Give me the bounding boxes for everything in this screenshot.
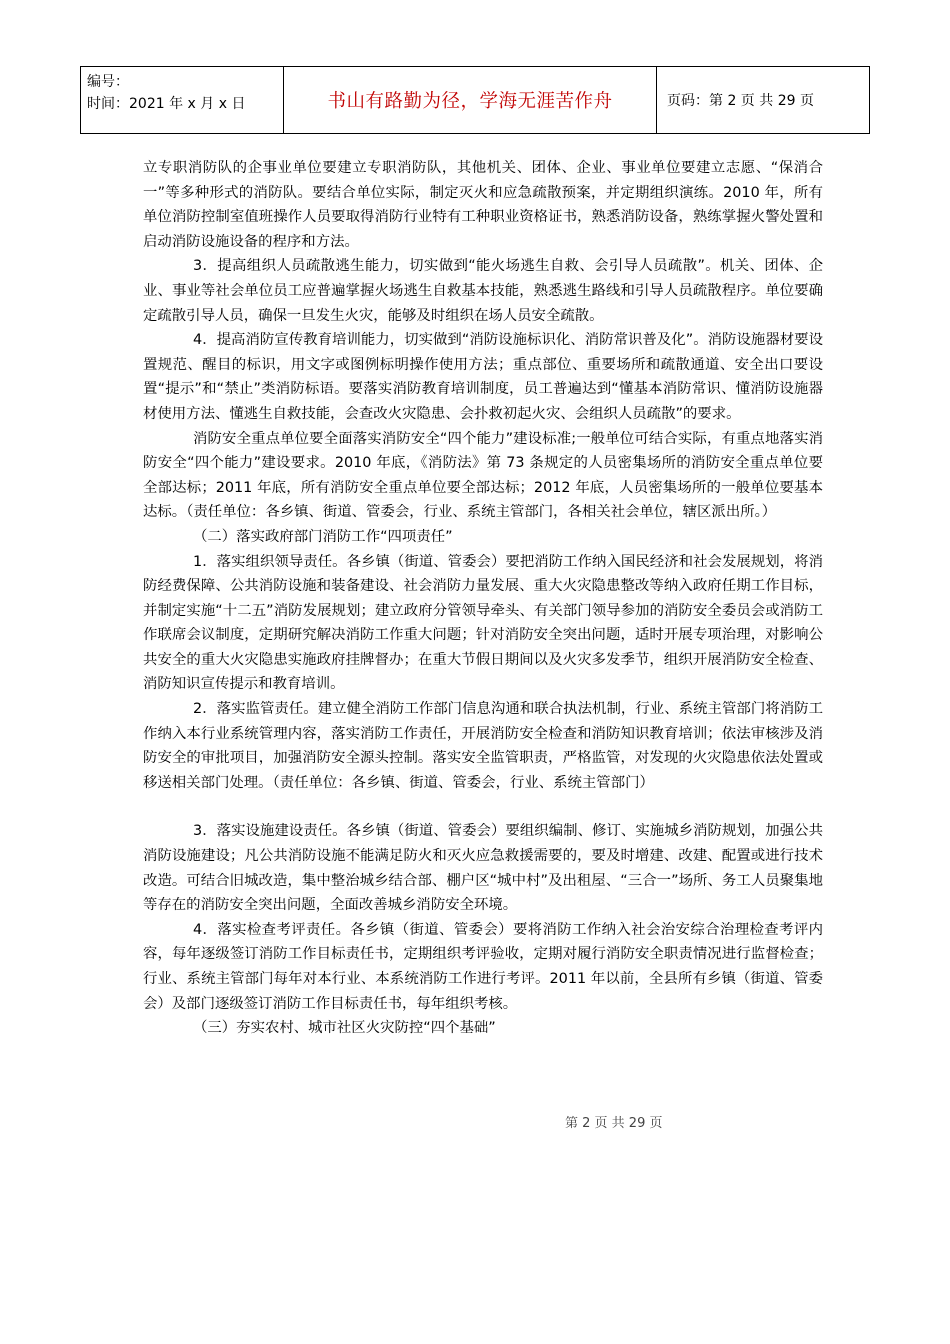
paragraph: 1．落实组织领导责任。各乡镇（街道、管委会）要把消防工作纳入国民经济和社会发展规划，将消防经费保障、公共消防设施和装备建设、社会消防力量发展、重大火灾隐患整改等纳入政府任期工作目标，并制定实施“十二五”消防发展规划；建立政府分管领导牵头、有关部门领导参加的消防安全委员会或消防工作联席会议制度，定期研究解决消防工作重大问题；针对消防安全突出问题，适时开展专项治理，对影响公共安全的重大火灾隐患实施政府挂牌督办；在重大节假日期间以及火灾多发季节，组织开展消防安全检查、消防知识宣传提示和教育培训。 [143,553,823,693]
header-table [80,66,870,134]
paragraph: 3．提高组织人员疏散逃生能力，切实做到“能火场逃生自救、会引导人员疏散”。机关、团体、企业、事业等社会单位员工应普遍掌握火场逃生自救基本技能，熟悉逃生路线和引导人员疏散程序。单位要确定疏散引导人员，确保一旦发生火灾，能够及时组织在场人员安全疏散。 [143,258,823,324]
document-body [143,156,823,1041]
paragraph: 消防安全重点单位要全面落实消防安全“四个能力”建设标准;一般单位可结合实际，有重点地落实消防安全“四个能力”建设要求。2010 年底，《消防法》第 73 条规定的人员密集场所的消防安全重点单位要全部达标；2011 年底，所有消防安全重点单位要全部达标；2012 年底，人员密集场所的一般单位要基本达标。（责任单位：各乡镇、街道、管委会，行业、系统主管部门，各相关社会单位，辖区派出所。） [143,430,823,521]
page-label: 页码：第 2 页 共 29 页 [667,93,814,109]
section-heading: （三）夯实农村、城市社区火灾防控“四个基础” [193,1020,496,1037]
paragraph: 2．落实监管责任。建立健全消防工作部门信息沟通和联合执法机制，行业、系统主管部门将消防工作纳入本行业系统管理内容，落实消防工作责任，开展消防安全检查和消防知识教育培训；依法审核涉及消防安全的审批项目，加强消防安全源头控制。落实安全监管职责，严格监管，对发现的火灾隐患依法处置或移送相关部门处理。（责任单位：各乡镇、街道、管委会，行业、系统主管部门） [143,701,823,791]
paragraph: 3．落实设施建设责任。各乡镇（街道、管委会）要组织编制、修订、实施城乡消防规划，加强公共消防设施建设；凡公共消防设施不能满足防火和灭火应急救援需要的，要及时增建、改建、配置或进行技术改造。可结合旧城改造，集中整治城乡结合部、棚户区“城中村”及出租屋、“三合一”场所、务工人员聚集地等存在的消防安全突出问题，全面改善城乡消防安全环境。 [143,823,823,914]
page-cell [657,67,869,133]
motto-cell [284,67,657,133]
date-label: 时间：2021 年 x 月 x 日 [87,96,246,112]
blank-line [143,795,823,819]
number-label: 编号： [87,74,129,90]
footer-page-mark: 第 2 页 共 29 页 [565,1116,663,1131]
paragraph: 4．落实检查考评责任。各乡镇（街道、管委会）要将消防工作纳入社会治安综合治理检查考评内容，每年逐级签订消防工作目标责任书，定期组织考评验收，定期对履行消防安全职责情况进行监督检查；行业、系统主管部门每年对本行业、本系统消防工作进行考评。2011 年以前，全县所有乡镇（街道、管委会）及部门逐级签订消防工作目标责任书，每年组织考核。 [143,921,823,1012]
paragraph: 立专职消防队的企事业单位要建立专职消防队，其他机关、团体、企业、事业单位要建立志愿、“保消合一”等多种形式的消防队。要结合单位实际，制定灭火和应急疏散预案，并定期组织演练。2010 年，所有单位消防控制室值班操作人员要取得消防行业特有工种职业资格证书，熟悉消防设备，熟练掌握火警处置和启动消防设施设备的程序和方法。 [143,160,823,250]
paragraph: 4．提高消防宣传教育培训能力，切实做到“消防设施标识化、消防常识普及化”。消防设施器材要设置规范、醒目的标识，用文字或图例标明操作使用方法；重点部位、重要场所和疏散通道、安全出口要设置“提示”和“禁止”类消防标语。要落实消防教育培训制度，员工普遍达到“懂基本消防常识、懂消防设施器材使用方法、懂逃生自救技能，会查改火灾隐患、会扑救初起火灾、会组织人员疏散”的要求。 [143,332,823,422]
motto-text: 书山有路勤为径，学海无涯苦作舟 [327,91,613,112]
header-info-cell [81,67,284,133]
section-heading: （二）落实政府部门消防工作“四项责任” [193,528,453,545]
